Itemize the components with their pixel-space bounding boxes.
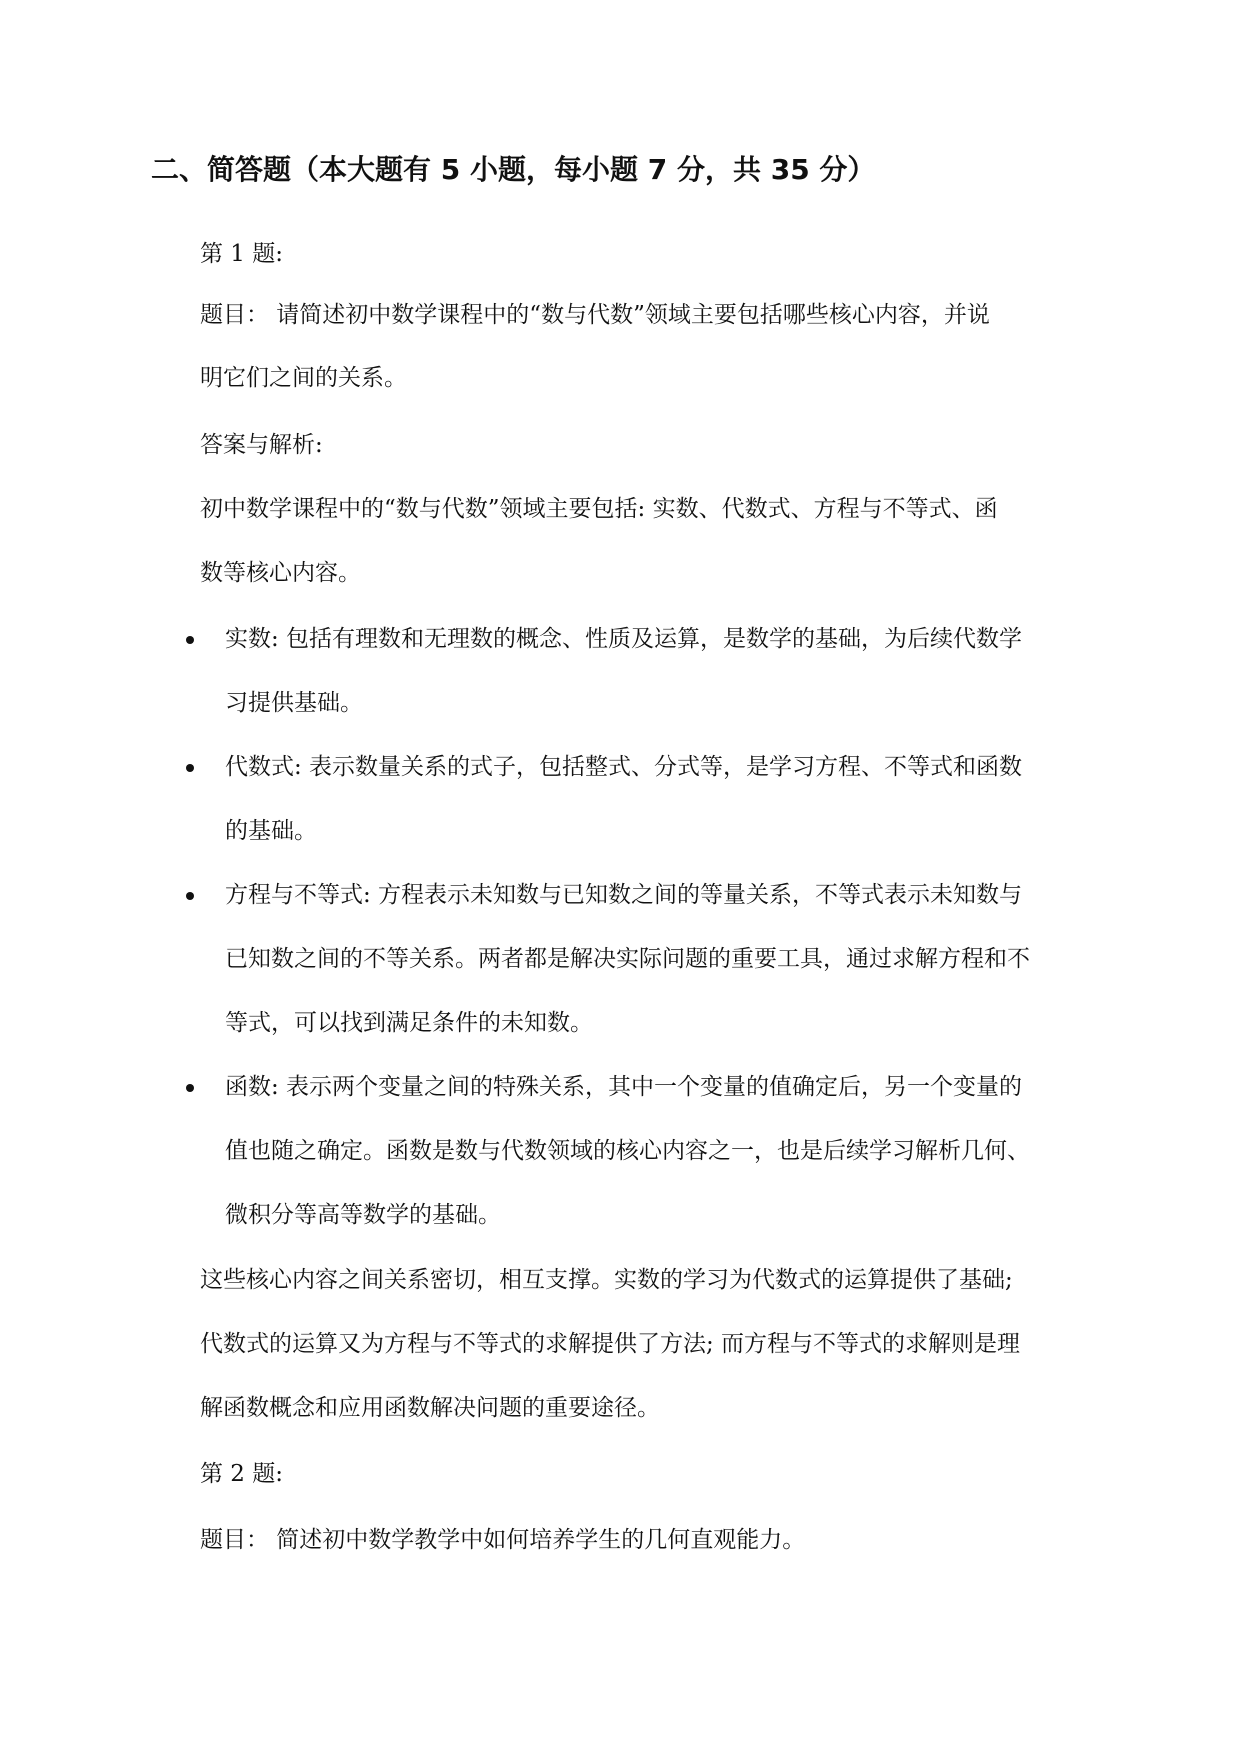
bullet-2-line-2: 的基础。	[225, 818, 317, 844]
bullet-4-line-2: 值也随之确定。函数是数与代数领域的核心内容之一，也是后续学习解析几何、	[225, 1138, 1030, 1164]
q1-conclusion-line-2: 代数式的运算又为方程与不等式的求解提供了方法; 而方程与不等式的求解则是理	[200, 1331, 1021, 1357]
bullet-3-line-3: 等式，可以找到满足条件的未知数。	[225, 1010, 593, 1036]
bullet-1-line-2: 习提供基础。	[225, 690, 363, 716]
q1-question-line-2: 明它们之间的关系。	[200, 365, 407, 391]
q1-intro-line-2: 数等核心内容。	[200, 560, 361, 586]
section-title: 二、简答题（本大题有 5 小题，每小题 7 分，共 35 分）	[151, 153, 876, 186]
q1-intro-line-1: 初中数学课程中的“数与代数”领域主要包括: 实数、代数式、方程与不等式、函	[200, 496, 998, 522]
q1-conclusion-line-1: 这些核心内容之间关系密切，相互支撑。实数的学习为代数式的运算提供了基础;	[200, 1267, 1013, 1293]
q1-conclusion-line-3: 解函数概念和应用函数解决问题的重要途径。	[200, 1395, 660, 1421]
bullet-2-line-1: 代数式: 表示数量关系的式子，包括整式、分式等，是学习方程、不等式和函数	[225, 754, 1023, 780]
bullet-marker	[186, 892, 194, 900]
q2-number: 第 2 题:	[200, 1461, 284, 1487]
q2-question-line: 题目： 简述初中数学教学中如何培养学生的几何直观能力。	[200, 1527, 806, 1553]
bullet-4-line-3: 微积分等高等数学的基础。	[225, 1202, 501, 1228]
bullet-marker	[186, 636, 194, 644]
q1-question-line-1: 题目： 请简述初中数学课程中的“数与代数”领域主要包括哪些核心内容，并说	[200, 302, 990, 328]
bullet-marker	[186, 764, 194, 772]
bullet-4-line-1: 函数: 表示两个变量之间的特殊关系，其中一个变量的值确定后，另一个变量的	[225, 1074, 1023, 1100]
bullet-3-line-2: 已知数之间的不等关系。两者都是解决实际问题的重要工具，通过求解方程和不	[225, 946, 1030, 972]
q1-number: 第 1 题:	[200, 241, 284, 267]
q1-answer-heading: 答案与解析:	[200, 432, 323, 458]
bullet-3-line-1: 方程与不等式: 方程表示未知数与已知数之间的等量关系，不等式表示未知数与	[225, 882, 1023, 908]
bullet-1-line-1: 实数: 包括有理数和无理数的概念、性质及运算，是数学的基础，为后续代数学	[225, 626, 1023, 652]
bullet-marker	[186, 1084, 194, 1092]
